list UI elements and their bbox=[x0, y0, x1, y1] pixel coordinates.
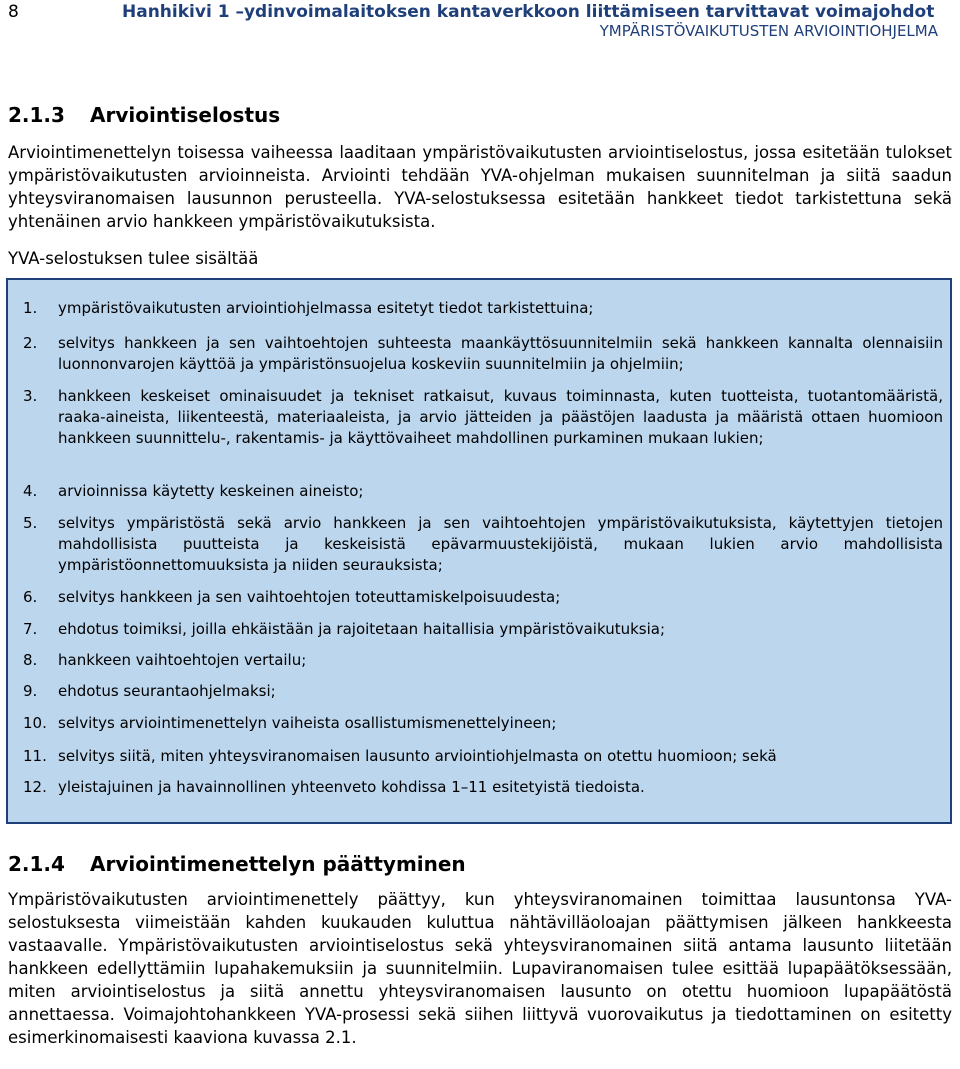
list-item-text: ympäristövaikutusten arviointiohjelmassa esitetyt tiedot tarkistettuina; bbox=[58, 299, 594, 317]
section-number: 2.1.3 bbox=[8, 103, 65, 127]
list-item-text: yleistajuinen ja havainnollinen yhteenveto kohdissa 1–11 esitetyistä tiedoista. bbox=[58, 778, 645, 796]
page-number: 8 bbox=[8, 2, 19, 22]
list-item-text: selvitys ympäristöstä sekä arvio hankkeen ja sen vaihtoehtojen ympäristövaikutuksista, käytettyjen tietojen mahdollisista puutteista ja keskeisistä epävarmuustekijöistä, mukaan lukien arvio mahdollisista ympäristöonnettomuuksista ja niiden seurauksista; bbox=[58, 514, 943, 574]
section-paragraph: Ympäristövaikutusten arviointimenettely päättyy, kun yhteysviranomainen toimittaa lausuntonsa YVA-selostuksesta viimeistään kahden kuukauden kuluttua nähtävilläoloajan päättymisen jälkeen hankkeesta vastaavalle. Ympäristövaikutusten arviointiselostus sekä yhteysviranomainen siitä antama lausunto liitetään hankkeen edellyttämiin lupahakemuksiin ja suunnitelmiin. Lupaviranomaisen tulee esittää lupapäätöksessään, miten arviointiselostus ja siitä annettu yhteysviranomaisen lausunto on otettu huomioon lupapäätöstä annettaessa. Voimajohtohankkeen YVA-prosessi sekä siihen liittyvä vuorovaikutus ja tiedottaminen on esitetty esimerkinomaisesti kaaviona kuvassa 2.1. bbox=[8, 890, 952, 1047]
list-item bbox=[23, 587, 943, 608]
list-item bbox=[23, 713, 943, 734]
list-item-number: 1. bbox=[23, 299, 38, 317]
list-item-number: 5. bbox=[23, 514, 38, 532]
list-item bbox=[23, 681, 943, 702]
list-item-text: hankkeen vaihtoehtojen vertailu; bbox=[58, 651, 307, 669]
list-item bbox=[23, 386, 943, 449]
list-item-text: arvioinnissa käytetty keskeinen aineisto; bbox=[58, 482, 364, 500]
list-item-number: 9. bbox=[23, 682, 38, 700]
list-item-text: ehdotus seurantaohjelmaksi; bbox=[58, 682, 276, 700]
list-item-text: selvitys arviointimenettelyn vaiheista osallistumismenettelyineen; bbox=[58, 714, 557, 732]
section-title: Arviointimenettelyn päättyminen bbox=[90, 852, 466, 876]
requirements-box bbox=[6, 278, 952, 824]
section-heading-2-1-3 bbox=[8, 102, 280, 128]
list-item bbox=[23, 513, 943, 576]
document-title: Hanhikivi 1 –ydinvoimalaitoksen kantaverkkoon liittämiseen tarvittavat voimajohdot bbox=[122, 2, 935, 22]
section-title: Arviointiselostus bbox=[90, 103, 281, 127]
list-item-number: 12. bbox=[23, 778, 47, 796]
list-item-number: 10. bbox=[23, 714, 47, 732]
list-item bbox=[23, 333, 943, 375]
list-item-text: selvitys siitä, miten yhteysviranomaisen lausunto arviointiohjelmasta on otettu huomioon; sekä bbox=[58, 747, 777, 765]
list-item-text: selvitys hankkeen ja sen vaihtoehtojen toteuttamiskelpoisuudesta; bbox=[58, 588, 561, 606]
list-item-number: 6. bbox=[23, 588, 38, 606]
list-item-text: selvitys hankkeen ja sen vaihtoehtojen suhteesta maankäyttösuunnitelmiin sekä hankkeen kannalta olennaisiin luonnonvarojen käyttöä ja ympäristönsuojelua koskeviin suunnitelmiin ja ohjelmiin; bbox=[58, 334, 943, 373]
list-item-number: 4. bbox=[23, 482, 38, 500]
list-item bbox=[23, 619, 943, 640]
list-item-number: 8. bbox=[23, 651, 38, 669]
section-paragraph: Arviointimenettelyn toisessa vaiheessa laaditaan ympäristövaikutusten arviointiselostus, jossa esitetään tulokset ympäristövaikutusten arvioinneista. Arviointi tehdään YVA-ohjelman mukaisen suunnitelman ja siitä saadun yhteysviranomaisen lausunnon perusteella. YVA-selostuksessa esitetään hankkeet tiedot tarkistettuna sekä yhtenäinen arvio hankkeen ympäristövaikutuksista. bbox=[8, 143, 952, 231]
list-intro: YVA-selostuksen tulee sisältää bbox=[8, 249, 259, 268]
list-item-number: 3. bbox=[23, 387, 38, 405]
document-subtitle: YMPÄRISTÖVAIKUTUSTEN ARVIOINTIOHJELMA bbox=[599, 22, 938, 40]
list-item bbox=[23, 298, 943, 319]
list-item-number: 2. bbox=[23, 334, 38, 352]
section-number: 2.1.4 bbox=[8, 852, 65, 876]
section-heading-2-1-4 bbox=[8, 851, 466, 877]
list-item bbox=[23, 777, 943, 798]
list-item bbox=[23, 650, 943, 671]
list-item bbox=[23, 746, 943, 767]
list-item bbox=[23, 481, 943, 502]
list-item-number: 7. bbox=[23, 620, 38, 638]
list-item-number: 11. bbox=[23, 747, 47, 765]
list-item-text: ehdotus toimiksi, joilla ehkäistään ja rajoitetaan haitallisia ympäristövaikutuksia; bbox=[58, 620, 666, 638]
list-item-text: hankkeen keskeiset ominaisuudet ja tekniset ratkaisut, kuvaus toiminnasta, kuten tuotteista, tuotantomääristä, raaka-aineista, liikenteestä, materiaaleista, ja arvio jätteiden ja päästöjen laadusta ja määristä ottaen huomioon hankkeen suunnittelu-, rakentamis- ja käyttövaiheet mahdollinen purkaminen mukaan lukien; bbox=[58, 387, 943, 447]
